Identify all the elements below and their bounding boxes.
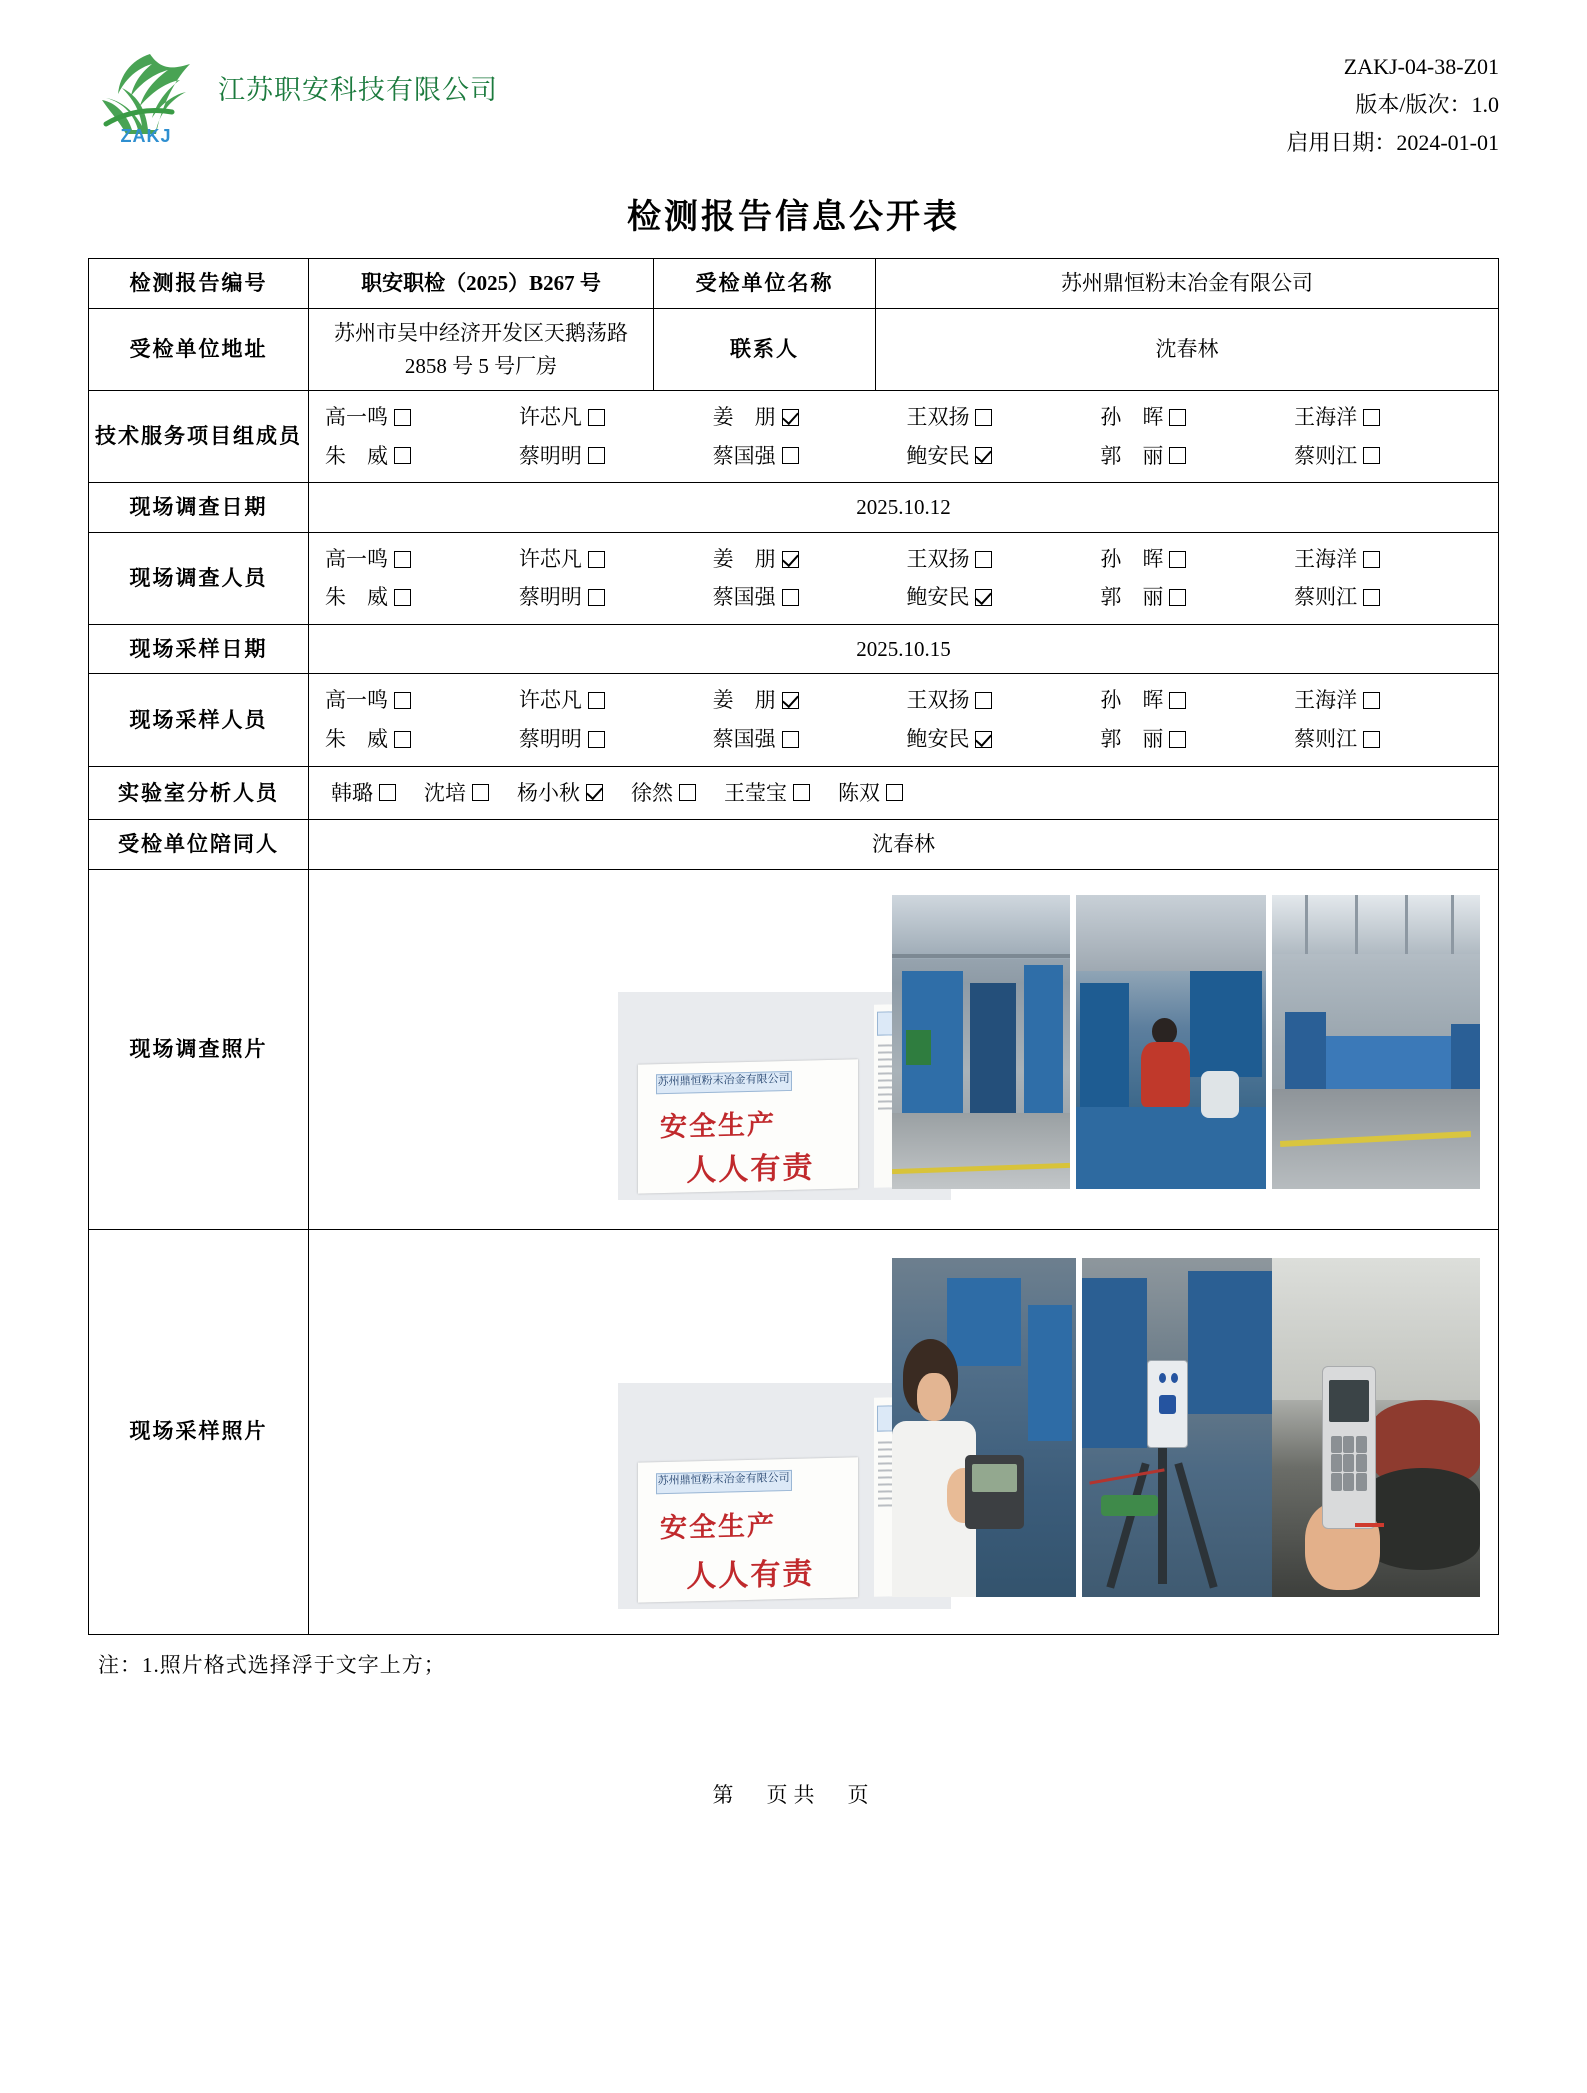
checkbox-item[interactable] [325,581,519,614]
checkbox-box[interactable] [793,784,810,801]
checkbox-item[interactable] [1100,543,1294,576]
checkbox-item[interactable] [424,777,489,810]
survey-photo-strip [309,870,1498,1229]
checkbox-box[interactable] [588,551,605,568]
checkbox-label: 高一鸣 [325,688,388,713]
checkbox-item[interactable] [517,777,603,810]
sign-company-caption: 苏州鼎恒粉末冶金有限公司 [657,1073,790,1089]
table-row-survey-date [89,483,1499,533]
checkbox-label: 孙 晖 [1100,546,1164,571]
checkbox-item[interactable] [631,777,696,810]
checkbox-item[interactable] [519,684,713,717]
checkbox-box[interactable] [394,692,411,709]
escort-label: 受检单位陪同人 [89,820,309,870]
checkbox-label: 朱 威 [325,726,388,751]
handheld-sampler-photo [892,1258,1076,1597]
checkbox-label: 陈双 [838,780,880,805]
checkbox-box[interactable] [394,447,411,464]
client-addr-label: 受检单位地址 [89,309,309,391]
worker-at-machine-photo [1076,895,1266,1189]
checkbox-label: 王双扬 [906,688,970,713]
sampling-date-value: 2025.10.15 [309,624,1499,674]
sign-company-caption: 苏州鼎恒粉末冶金有限公司 [657,1472,790,1488]
checkbox-box[interactable] [1169,551,1186,568]
table-row-survey-photos [89,869,1499,1229]
checkbox-item[interactable] [1294,401,1488,434]
survey-date-value: 2025.10.12 [309,483,1499,533]
sound-level-meter-photo [1272,1258,1480,1597]
brand-block [88,38,498,146]
footnote: 注：1.照片格式选择浮于文字上方； [98,1652,446,1677]
checkbox-box[interactable] [379,784,396,801]
sampling-staff-grid [315,682,1492,757]
checkbox-item[interactable] [713,581,907,614]
doc-version: 版本/版次：1.0 [1355,91,1499,117]
tripod-sampler-photo [1082,1258,1272,1597]
checkbox-label: 鲍安民 [906,443,970,468]
team-label: 技术服务项目组成员 [89,391,309,483]
checkbox-box[interactable] [394,409,411,426]
checkbox-label: 王海洋 [1294,405,1358,430]
checkbox-label: 沈培 [424,780,466,805]
checkbox-label: 王海洋 [1294,688,1358,713]
checkbox-item[interactable] [1100,581,1294,614]
survey-date-label: 现场调查日期 [89,483,309,533]
checkbox-item[interactable] [325,401,519,434]
checkbox-label: 杨小秋 [517,780,580,805]
checkbox-box[interactable] [1169,447,1186,464]
checkbox-box[interactable] [588,692,605,709]
checkbox-box[interactable] [588,409,605,426]
checkbox-item[interactable] [1294,723,1488,756]
table-row-sampling-photos [89,1229,1499,1634]
checkbox-box[interactable] [1169,692,1186,709]
team-members-grid [315,399,1492,474]
checkbox-box[interactable] [975,589,992,606]
checkbox-label: 姜 朋 [712,688,776,713]
team-members-cell [309,391,1499,483]
table-row-lab-staff [89,766,1499,820]
checkbox-item[interactable] [519,401,713,434]
checkbox-label: 王双扬 [906,546,970,571]
checkbox-box[interactable] [886,784,903,801]
doc-code: ZAKJ-04-38-Z01 [1343,54,1499,79]
survey-staff-label: 现场调查人员 [89,532,309,624]
table-row-client-addr [89,309,1499,391]
checkbox-box[interactable] [588,589,605,606]
checkbox-label: 高一鸣 [325,546,388,571]
checkbox-item[interactable] [1100,684,1294,717]
table-row-sampling-date [89,624,1499,674]
checkbox-item[interactable] [906,581,1100,614]
press-workshop-photo [892,895,1070,1189]
document-meta [1286,38,1499,161]
checkbox-label: 高一鸣 [325,405,388,430]
company-logo-icon [92,38,200,146]
checkbox-label: 朱 威 [325,443,388,468]
checkbox-item[interactable] [1294,440,1488,473]
checkbox-box[interactable] [782,731,799,748]
sampling-photos-label: 现场采样照片 [89,1229,309,1634]
survey-photos-cell [309,869,1499,1229]
checkbox-label: 蔡则江 [1294,585,1358,610]
checkbox-item[interactable] [906,723,1100,756]
checkbox-label: 蔡国强 [712,443,776,468]
checkbox-label: 鲍安民 [906,726,970,751]
doc-effective-date: 启用日期：2024-01-01 [1286,129,1499,155]
checkbox-label: 许芯凡 [518,546,582,571]
sign-header-bar [656,1072,792,1095]
checkbox-label: 蔡则江 [1294,443,1358,468]
checkbox-label: 徐然 [631,780,673,805]
checkbox-label: 孙 晖 [1100,405,1164,430]
checkbox-item[interactable] [519,723,713,756]
sign-slogan-line1: 安全生产 [660,1109,777,1143]
sampling-date-label: 现场采样日期 [89,624,309,674]
svg-text:ZAKJ: ZAKJ [120,126,172,146]
checkbox-label: 蔡明明 [518,726,582,751]
page-number-footer: 第 页共 页 [712,1782,875,1807]
checkbox-item[interactable] [519,543,713,576]
sampling-photos-cell [309,1229,1499,1634]
sampling-photo-strip [309,1230,1498,1634]
checkbox-label: 韩璐 [331,780,373,805]
lab-staff-label: 实验室分析人员 [89,766,309,820]
checkbox-item[interactable] [1100,401,1294,434]
document-header [88,38,1499,161]
checkbox-label: 孙 晖 [1100,688,1164,713]
contact-label: 联系人 [654,309,876,391]
checkbox-box[interactable] [586,784,603,801]
checkbox-label: 朱 威 [325,585,388,610]
checkbox-label: 郭 丽 [1100,443,1164,468]
checkbox-box[interactable] [1363,589,1380,606]
checkbox-label: 蔡则江 [1294,726,1358,751]
checkbox-box[interactable] [782,692,799,709]
sign-board [638,1457,858,1603]
checkbox-box[interactable] [394,551,411,568]
sign-slogan-line2: 人人有责 [686,1151,815,1189]
page-title: 检测报告信息公开表 [627,199,960,237]
table-row-team [89,391,1499,483]
checkbox-item[interactable] [713,543,907,576]
checkbox-box[interactable] [975,409,992,426]
checkbox-box[interactable] [975,551,992,568]
checkbox-item[interactable] [1294,684,1488,717]
checkbox-box[interactable] [782,551,799,568]
checkbox-label: 郭 丽 [1100,726,1164,751]
lab-staff-grid [315,775,1492,812]
sampling-staff-label: 现场采样人员 [89,674,309,766]
checkbox-item[interactable] [906,684,1100,717]
sign-header-bar [656,1470,792,1494]
checkbox-box[interactable] [782,409,799,426]
checkbox-item[interactable] [713,723,907,756]
checkbox-label: 姜 朋 [712,546,776,571]
checkbox-item[interactable] [325,440,519,473]
checkbox-box[interactable] [394,589,411,606]
checkbox-box[interactable] [975,447,992,464]
checkbox-box[interactable] [782,447,799,464]
checkbox-item[interactable] [325,684,519,717]
checkbox-box[interactable] [1363,409,1380,426]
checkbox-item[interactable] [713,440,907,473]
checkbox-label: 姜 朋 [712,405,776,430]
survey-photos-label: 现场调查照片 [89,869,309,1229]
checkbox-label: 王海洋 [1294,546,1358,571]
checkbox-box[interactable] [472,784,489,801]
sampling-staff-cell [309,674,1499,766]
checkbox-box[interactable] [588,447,605,464]
contact-value: 沈春林 [876,309,1499,391]
table-row-escort [89,820,1499,870]
checkbox-label: 许芯凡 [518,688,582,713]
checkbox-label: 王莹宝 [724,780,787,805]
checkbox-item[interactable] [724,777,810,810]
checkbox-box[interactable] [1169,731,1186,748]
checkbox-item[interactable] [325,543,519,576]
checkbox-box[interactable] [1363,447,1380,464]
checkbox-item[interactable] [331,777,396,810]
checkbox-box[interactable] [975,731,992,748]
checkbox-item[interactable] [906,543,1100,576]
checkbox-item[interactable] [325,723,519,756]
checkbox-label: 鲍安民 [906,585,970,610]
checkbox-box[interactable] [782,589,799,606]
checkbox-item[interactable] [1294,543,1488,576]
checkbox-item[interactable] [713,684,907,717]
checkbox-item[interactable] [906,440,1100,473]
company-name: 江苏职安科技有限公司 [218,74,498,105]
checkbox-item[interactable] [1100,440,1294,473]
checkbox-item[interactable] [1294,581,1488,614]
client-name-label: 受检单位名称 [654,259,876,309]
checkbox-item[interactable] [519,581,713,614]
survey-staff-grid [315,541,1492,616]
checkbox-box[interactable] [679,784,696,801]
sintering-furnace-photo [1272,895,1480,1189]
lab-staff-cell [309,766,1499,820]
checkbox-box[interactable] [1169,409,1186,426]
checkbox-box[interactable] [394,731,411,748]
checkbox-label: 蔡国强 [712,585,776,610]
checkbox-box[interactable] [1169,589,1186,606]
report-no-value: 职安职检（2025）B267 号 [309,259,654,309]
table-row-survey-staff [89,532,1499,624]
checkbox-box[interactable] [1363,692,1380,709]
client-addr-value: 苏州市吴中经济开发区天鹅荡路 2858 号 5 号厂房 [309,309,654,391]
checkbox-box[interactable] [1363,731,1380,748]
client-name-value: 苏州鼎恒粉末冶金有限公司 [876,259,1499,309]
checkbox-label: 郭 丽 [1100,585,1164,610]
checkbox-label: 许芯凡 [518,405,582,430]
survey-staff-cell [309,532,1499,624]
checkbox-item[interactable] [906,401,1100,434]
checkbox-box[interactable] [975,692,992,709]
checkbox-label: 蔡明明 [518,443,582,468]
sign-slogan-line1: 安全生产 [660,1510,777,1544]
checkbox-box[interactable] [588,731,605,748]
checkbox-box[interactable] [1363,551,1380,568]
checkbox-item[interactable] [713,401,907,434]
sign-board [638,1060,858,1194]
sign-slogan-line2: 人人有责 [686,1556,815,1594]
checkbox-label: 蔡明明 [518,585,582,610]
checkbox-label: 王双扬 [906,405,970,430]
checkbox-item[interactable] [519,440,713,473]
table-row-sampling-staff [89,674,1499,766]
table-row-report-no [89,259,1499,309]
checkbox-item[interactable] [838,777,903,810]
report-info-table [88,258,1499,1634]
escort-value: 沈春林 [309,820,1499,870]
checkbox-label: 蔡国强 [712,726,776,751]
report-no-label: 检测报告编号 [89,259,309,309]
checkbox-item[interactable] [1100,723,1294,756]
